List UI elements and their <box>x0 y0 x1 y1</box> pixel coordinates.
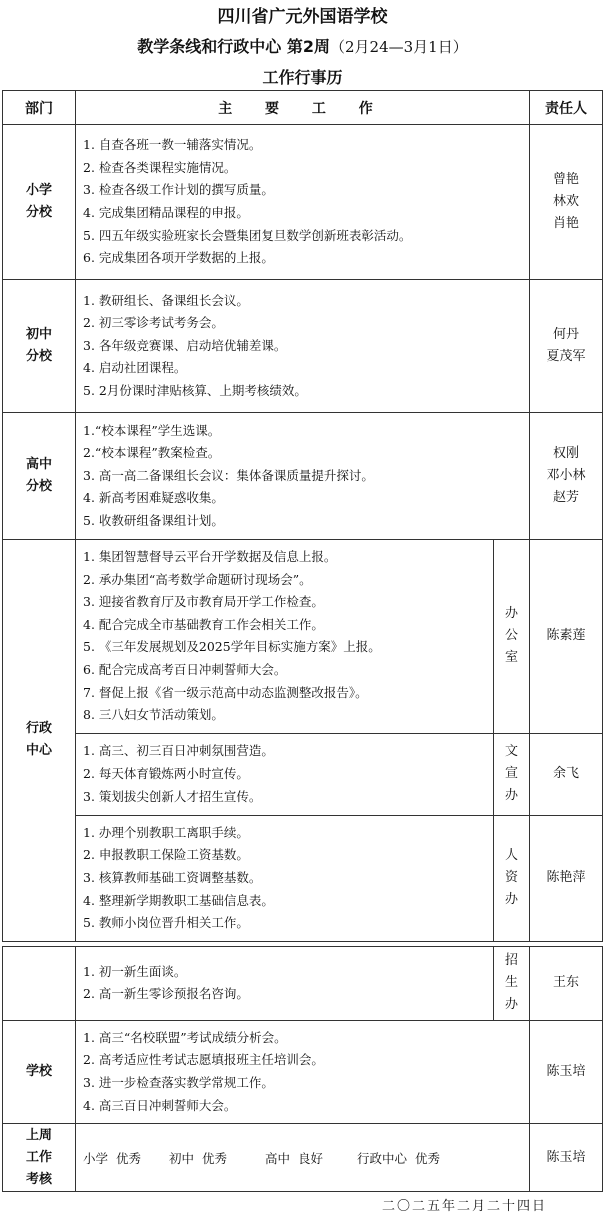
list-item: 8. 三八妇女节活动策划。 <box>83 707 224 723</box>
row-primary <box>3 125 603 280</box>
list-item: 2. 高考适应性考试志愿填报班主任培训会。 <box>83 1052 324 1068</box>
eval-senior: 高中 良好 <box>265 1150 323 1166</box>
list-item: 4. 高三百日冲刺誓师大会。 <box>83 1097 237 1113</box>
list-item: 1. 高三、初三百日冲刺氛围营造。 <box>83 743 274 759</box>
list-item: 1. 办理个别教职工离职手续。 <box>83 824 249 840</box>
list-item: 6. 完成集团各项开学数据的上报。 <box>83 250 274 266</box>
schedule-subtitle <box>0 34 605 57</box>
resp-admin-publicity: 余飞 <box>530 733 603 815</box>
sub-publicity-label: 文 宣 办 <box>494 733 530 815</box>
items-admin-office <box>76 540 494 734</box>
list-item: 1. 初一新生面谈。 <box>83 963 187 979</box>
subtitle-main: 教学条线和行政中心 第2周 <box>137 37 330 56</box>
dept-primary: 小学 分校 <box>3 125 76 280</box>
list-item: 5. 收教研组备课组计划。 <box>83 512 224 528</box>
list-item: 6. 配合完成高考百日冲刺誓师大会。 <box>83 661 287 677</box>
row-admin-office <box>3 540 603 734</box>
list-item: 2. 申报教职工保险工资基数。 <box>83 847 249 863</box>
list-item: 5. 2月份课时津贴核算、上期考核绩效。 <box>83 382 307 398</box>
resp-junior: 何丹 夏茂军 <box>530 280 603 413</box>
list-item: 2. 初三零诊考试考务会。 <box>83 315 224 331</box>
list-item: 1.“校本课程”学生选课。 <box>83 422 221 438</box>
list-item: 2. 每天体育锻炼两小时宣传。 <box>83 765 249 781</box>
list-item: 3. 策划拔尖创新人才招生宣传。 <box>83 788 262 804</box>
resp-primary: 曾艳 林欢 肖艳 <box>530 125 603 280</box>
evaluation-results <box>76 1124 530 1192</box>
school-name: 四川省广元外国语学校 <box>217 7 388 27</box>
list-item: 2. 检查各类课程实施情况。 <box>83 159 237 175</box>
header-row <box>3 91 603 125</box>
dept-junior: 初中 分校 <box>3 280 76 413</box>
dept-admissions-empty <box>3 946 76 1020</box>
items-primary <box>76 125 530 280</box>
dept-school: 学校 <box>3 1020 76 1123</box>
list-item: 2. 高一新生零诊预报名咨询。 <box>83 986 249 1002</box>
list-item: 4. 启动社团课程。 <box>83 360 187 376</box>
list-item: 3. 迎接省教育厅及市教育局开学工作检查。 <box>83 594 324 610</box>
list-item: 3. 高一高二备课组长会议：集体备课质量提升探讨。 <box>83 467 374 483</box>
resp-school: 陈玉培 <box>530 1020 603 1123</box>
list-item: 4. 完成集团精品课程的申报。 <box>83 205 249 220</box>
col-resp-header: 责任人 <box>530 91 603 125</box>
resp-admin-office: 陈素莲 <box>530 540 603 734</box>
items-admin-publicity <box>76 733 494 815</box>
list-item: 2. 承办集团“高考数学命题研讨现场会”。 <box>83 571 312 587</box>
list-item: 1. 教研组长、备课组长会议。 <box>83 292 249 308</box>
list-item: 5. 四五年级实验班家长会暨集团复旦数学创新班表彰活动。 <box>83 227 412 243</box>
items-admissions <box>76 946 494 1020</box>
list-item: 3. 检查各级工作计划的撰写质量。 <box>83 182 274 198</box>
row-admin-hr <box>3 815 603 941</box>
resp-evaluation: 陈玉培 <box>530 1124 603 1192</box>
list-item: 4. 新高考困难疑惑收集。 <box>83 490 224 506</box>
sub-office-label: 办 公 室 <box>494 540 530 734</box>
list-item: 5. 《三年发展规划及2025学年目标实施方案》上报。 <box>83 639 381 655</box>
dept-senior: 高中 分校 <box>3 413 76 540</box>
resp-admissions: 王东 <box>530 946 603 1020</box>
sub-hr-label: 人 资 办 <box>494 815 530 941</box>
row-admin-publicity <box>3 733 603 815</box>
list-item: 4. 配合完成全市基础教育工作会相关工作。 <box>83 616 324 632</box>
row-admissions <box>3 946 603 1020</box>
list-item: 3. 各年级竞赛课、启动培优辅差课。 <box>83 337 287 353</box>
row-evaluation <box>3 1124 603 1192</box>
sub-admissions-label: 招 生 办 <box>494 946 530 1020</box>
eval-primary: 小学 优秀 <box>83 1150 141 1166</box>
list-item: 1. 高三“名校联盟”考试成绩分析会。 <box>83 1029 287 1045</box>
items-school <box>76 1020 530 1123</box>
work-schedule-table <box>2 90 603 1192</box>
list-item: 3. 核算教师基础工资调整基数。 <box>83 869 262 885</box>
row-school <box>3 1020 603 1123</box>
items-senior <box>76 413 530 540</box>
col-main-header: 主 要 工 作 <box>76 91 530 125</box>
resp-admin-hr: 陈艳萍 <box>530 815 603 941</box>
document-date: 二〇二五年二月二十四日 <box>382 1199 548 1214</box>
row-junior <box>3 280 603 413</box>
list-item: 5. 教师小岗位晋升相关工作。 <box>83 915 249 931</box>
list-item: 3. 进一步检查落实教学常规工作。 <box>83 1074 274 1090</box>
resp-senior: 权刚 邓小林 赵芳 <box>530 413 603 540</box>
list-item: 1. 集团智慧督导云平台开学数据及信息上报。 <box>83 549 337 564</box>
list-item: 4. 整理新学期教职工基础信息表。 <box>83 892 274 908</box>
col-dept-header: 部门 <box>3 91 76 125</box>
items-admin-hr <box>76 815 494 941</box>
dept-admin: 行政 中心 <box>3 540 76 942</box>
subtitle-date-range: （2月24—3月1日） <box>330 38 468 56</box>
list-item: 7. 督促上报《省一级示范高中动态监测整改报告》。 <box>83 684 368 700</box>
eval-admin: 行政中心 优秀 <box>357 1150 440 1166</box>
list-item: 2.“校本课程”教案检查。 <box>83 445 221 461</box>
row-senior <box>3 413 603 540</box>
items-junior <box>76 280 530 413</box>
dept-evaluation: 上周 工作 考核 <box>3 1124 76 1192</box>
list-item: 1. 自查各班一教一辅落实情况。 <box>83 137 262 153</box>
document-title: 工作行事历 <box>262 68 343 87</box>
eval-junior: 初中 优秀 <box>169 1150 227 1166</box>
